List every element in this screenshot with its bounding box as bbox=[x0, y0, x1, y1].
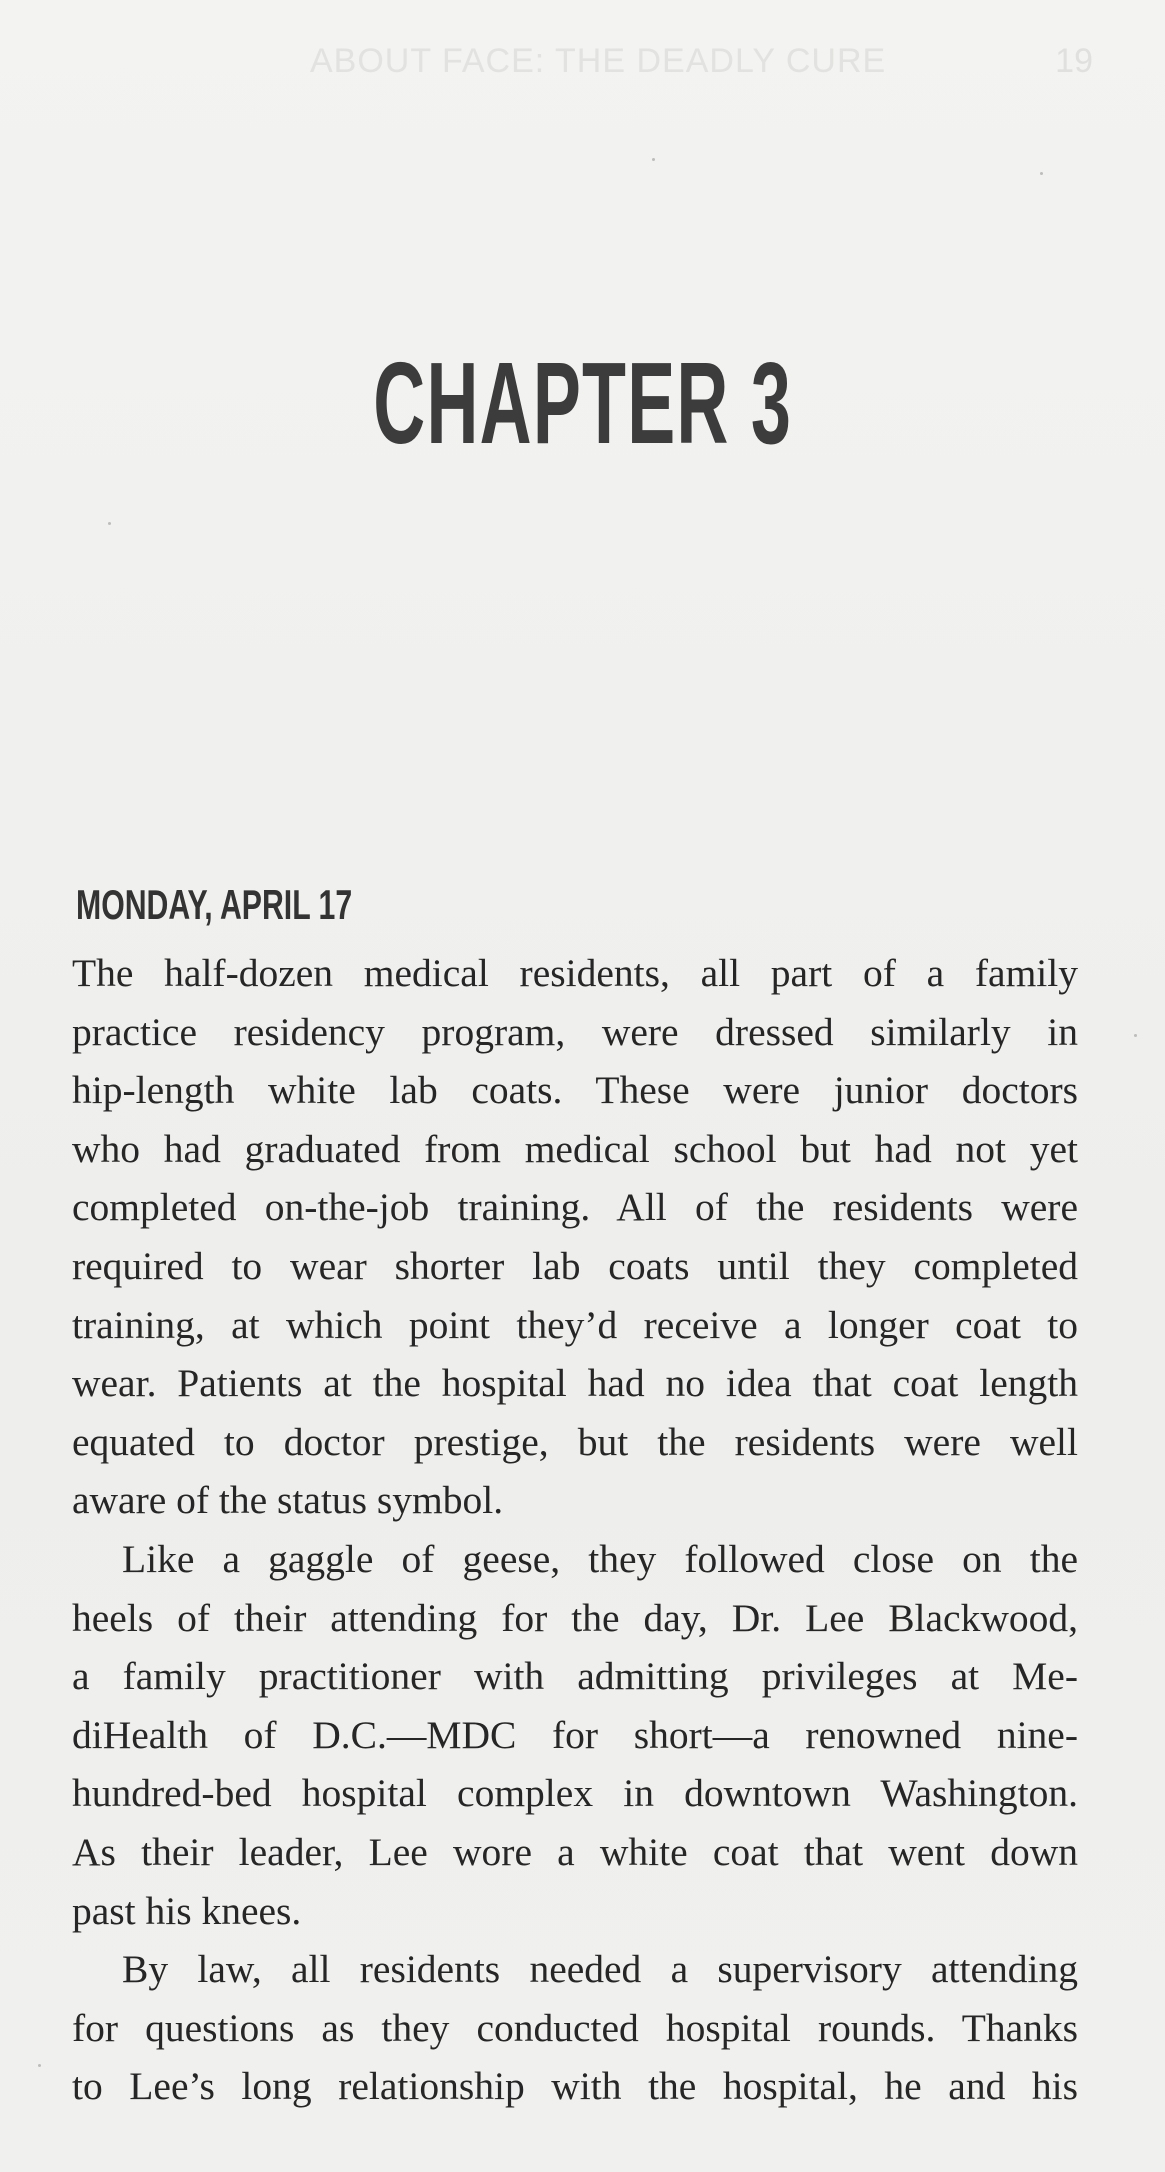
scan-speck bbox=[652, 158, 655, 161]
text-line: Like a gaggle of geese, they followed close on the bbox=[122, 1536, 1078, 1581]
text-line: By law, all residents needed a supervisory attending bbox=[122, 1947, 1078, 1992]
text-line: wear. Patients at the hospital had no idea that coat length bbox=[72, 1361, 1078, 1406]
text-line: training, at which point they’d receive a longer coat to bbox=[72, 1302, 1078, 1347]
text-line: aware of the status symbol. bbox=[72, 1478, 504, 1523]
scan-speck bbox=[1134, 1034, 1137, 1037]
text-line: diHealth of D.C.—MDC for short—a renowned nine- bbox=[72, 1712, 1078, 1757]
text-line: for questions as they conducted hospital rounds. Thanks bbox=[72, 2005, 1078, 2050]
scan-speck bbox=[1040, 172, 1043, 175]
page-number-bleedthrough: 19 bbox=[1055, 42, 1093, 80]
scan-speck bbox=[38, 2064, 41, 2067]
text-line: The half-dozen medical residents, all part of a family bbox=[72, 951, 1078, 995]
chapter-title: CHAPTER 3 bbox=[373, 338, 793, 468]
text-line: practice residency program, were dressed similarly in bbox=[72, 1009, 1078, 1054]
text-line: past his knees. bbox=[72, 1888, 302, 1933]
text-line: hip-length white lab coats. These were junior doctors bbox=[72, 1068, 1078, 1113]
text-line: to Lee’s long relationship with the hospital, he and his bbox=[72, 2064, 1078, 2109]
text-line: hundred-bed hospital complex in downtown Washington. bbox=[72, 1771, 1078, 1816]
text-line: heels of their attending for the day, Dr. Lee Blackwood, bbox=[72, 1595, 1078, 1640]
date-heading: MONDAY, APRIL 17 bbox=[76, 881, 353, 928]
running-header-bleedthrough: ABOUT FACE: THE DEADLY CURE bbox=[310, 42, 887, 80]
text-line: equated to doctor prestige, but the residents were well bbox=[72, 1419, 1078, 1464]
scan-speck bbox=[108, 522, 111, 525]
text-line: who had graduated from medical school but had not yet bbox=[72, 1126, 1078, 1171]
text-line: required to wear shorter lab coats until they completed bbox=[72, 1243, 1078, 1288]
text-line: completed on-the-job training. All of the residents were bbox=[72, 1185, 1078, 1230]
text-line: As their leader, Lee wore a white coat that went down bbox=[72, 1829, 1078, 1874]
body-text bbox=[72, 944, 1078, 2116]
text-line: a family practitioner with admitting privileges at Me- bbox=[72, 1654, 1078, 1699]
